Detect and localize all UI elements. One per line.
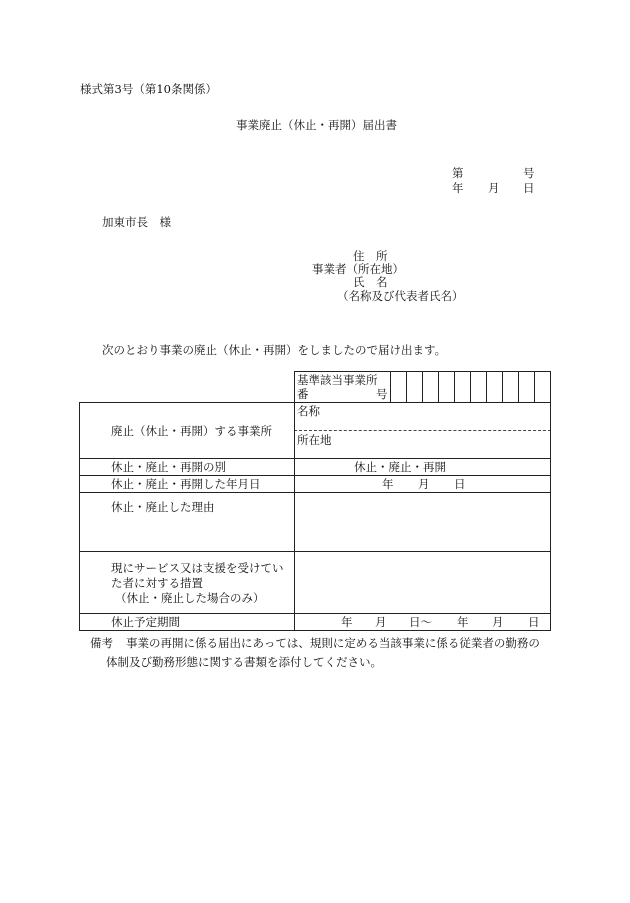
date-value-month: 月 (418, 477, 430, 491)
measures-label-line3: （休止・廃止した場合のみ） (115, 591, 265, 605)
notification-table (79, 371, 551, 631)
intro-text: 次のとおり事業の廃止（休止・再開）をしましたので届け出ます。 (102, 343, 447, 357)
date-value-day: 日 (454, 477, 466, 491)
date-year: 年 (452, 181, 464, 195)
doc-number-go: 号 (523, 166, 535, 180)
measures-label-line2: た者に対する措置 (111, 576, 203, 590)
remarks-line2: 体制及び勤務形態に関する書類を添付してください。 (106, 655, 382, 669)
type-label: 休止・廃止・再開の別 (111, 460, 226, 474)
type-value: 休止・廃止・再開 (354, 460, 446, 474)
name-note: （名称及び代表者氏名） (337, 289, 464, 303)
office-number-label: 基準該当事業所 (297, 373, 378, 387)
form-title: 事業廃止（休止・再開）届出書 (236, 118, 397, 132)
office-number-go: 号 (376, 387, 388, 401)
address-label: 住 所 (353, 249, 388, 263)
form-number: 様式第3号（第10条関係） (80, 82, 217, 96)
date-label: 休止・廃止・再開した年月日 (111, 477, 261, 491)
office-label: 廃止（休止・再開）する事業所 (111, 424, 272, 438)
period-label: 休止予定期間 (111, 615, 180, 629)
office-name-label: 名称 (297, 404, 320, 418)
doc-number-dai: 第 (452, 166, 464, 180)
period-start-month: 月 (375, 615, 387, 629)
office-location-label: 所在地 (297, 433, 332, 447)
date-day: 日 (523, 181, 535, 195)
period-end-day: 日 (528, 615, 540, 629)
reason-label: 休止・廃止した理由 (111, 500, 215, 514)
name-label: 氏 名 (353, 275, 388, 289)
period-start-day: 日〜 (409, 615, 432, 629)
period-start-year: 年 (341, 615, 353, 629)
date-value-year: 年 (382, 477, 394, 491)
business-label: 事業者（所在地） (312, 262, 404, 276)
measures-label-line1: 現にサービス又は支援を受けてい (111, 561, 284, 575)
period-end-month: 月 (492, 615, 504, 629)
remarks-line1: 事業の再開に係る届出にあっては、規則に定める当該事業に係る従業者の勤務の (126, 636, 540, 650)
period-end-year: 年 (457, 615, 469, 629)
addressee: 加東市長 様 (102, 215, 171, 229)
office-number-ban: 番 (297, 387, 309, 401)
remarks-label: 備考 (90, 636, 113, 650)
date-month: 月 (488, 181, 500, 195)
